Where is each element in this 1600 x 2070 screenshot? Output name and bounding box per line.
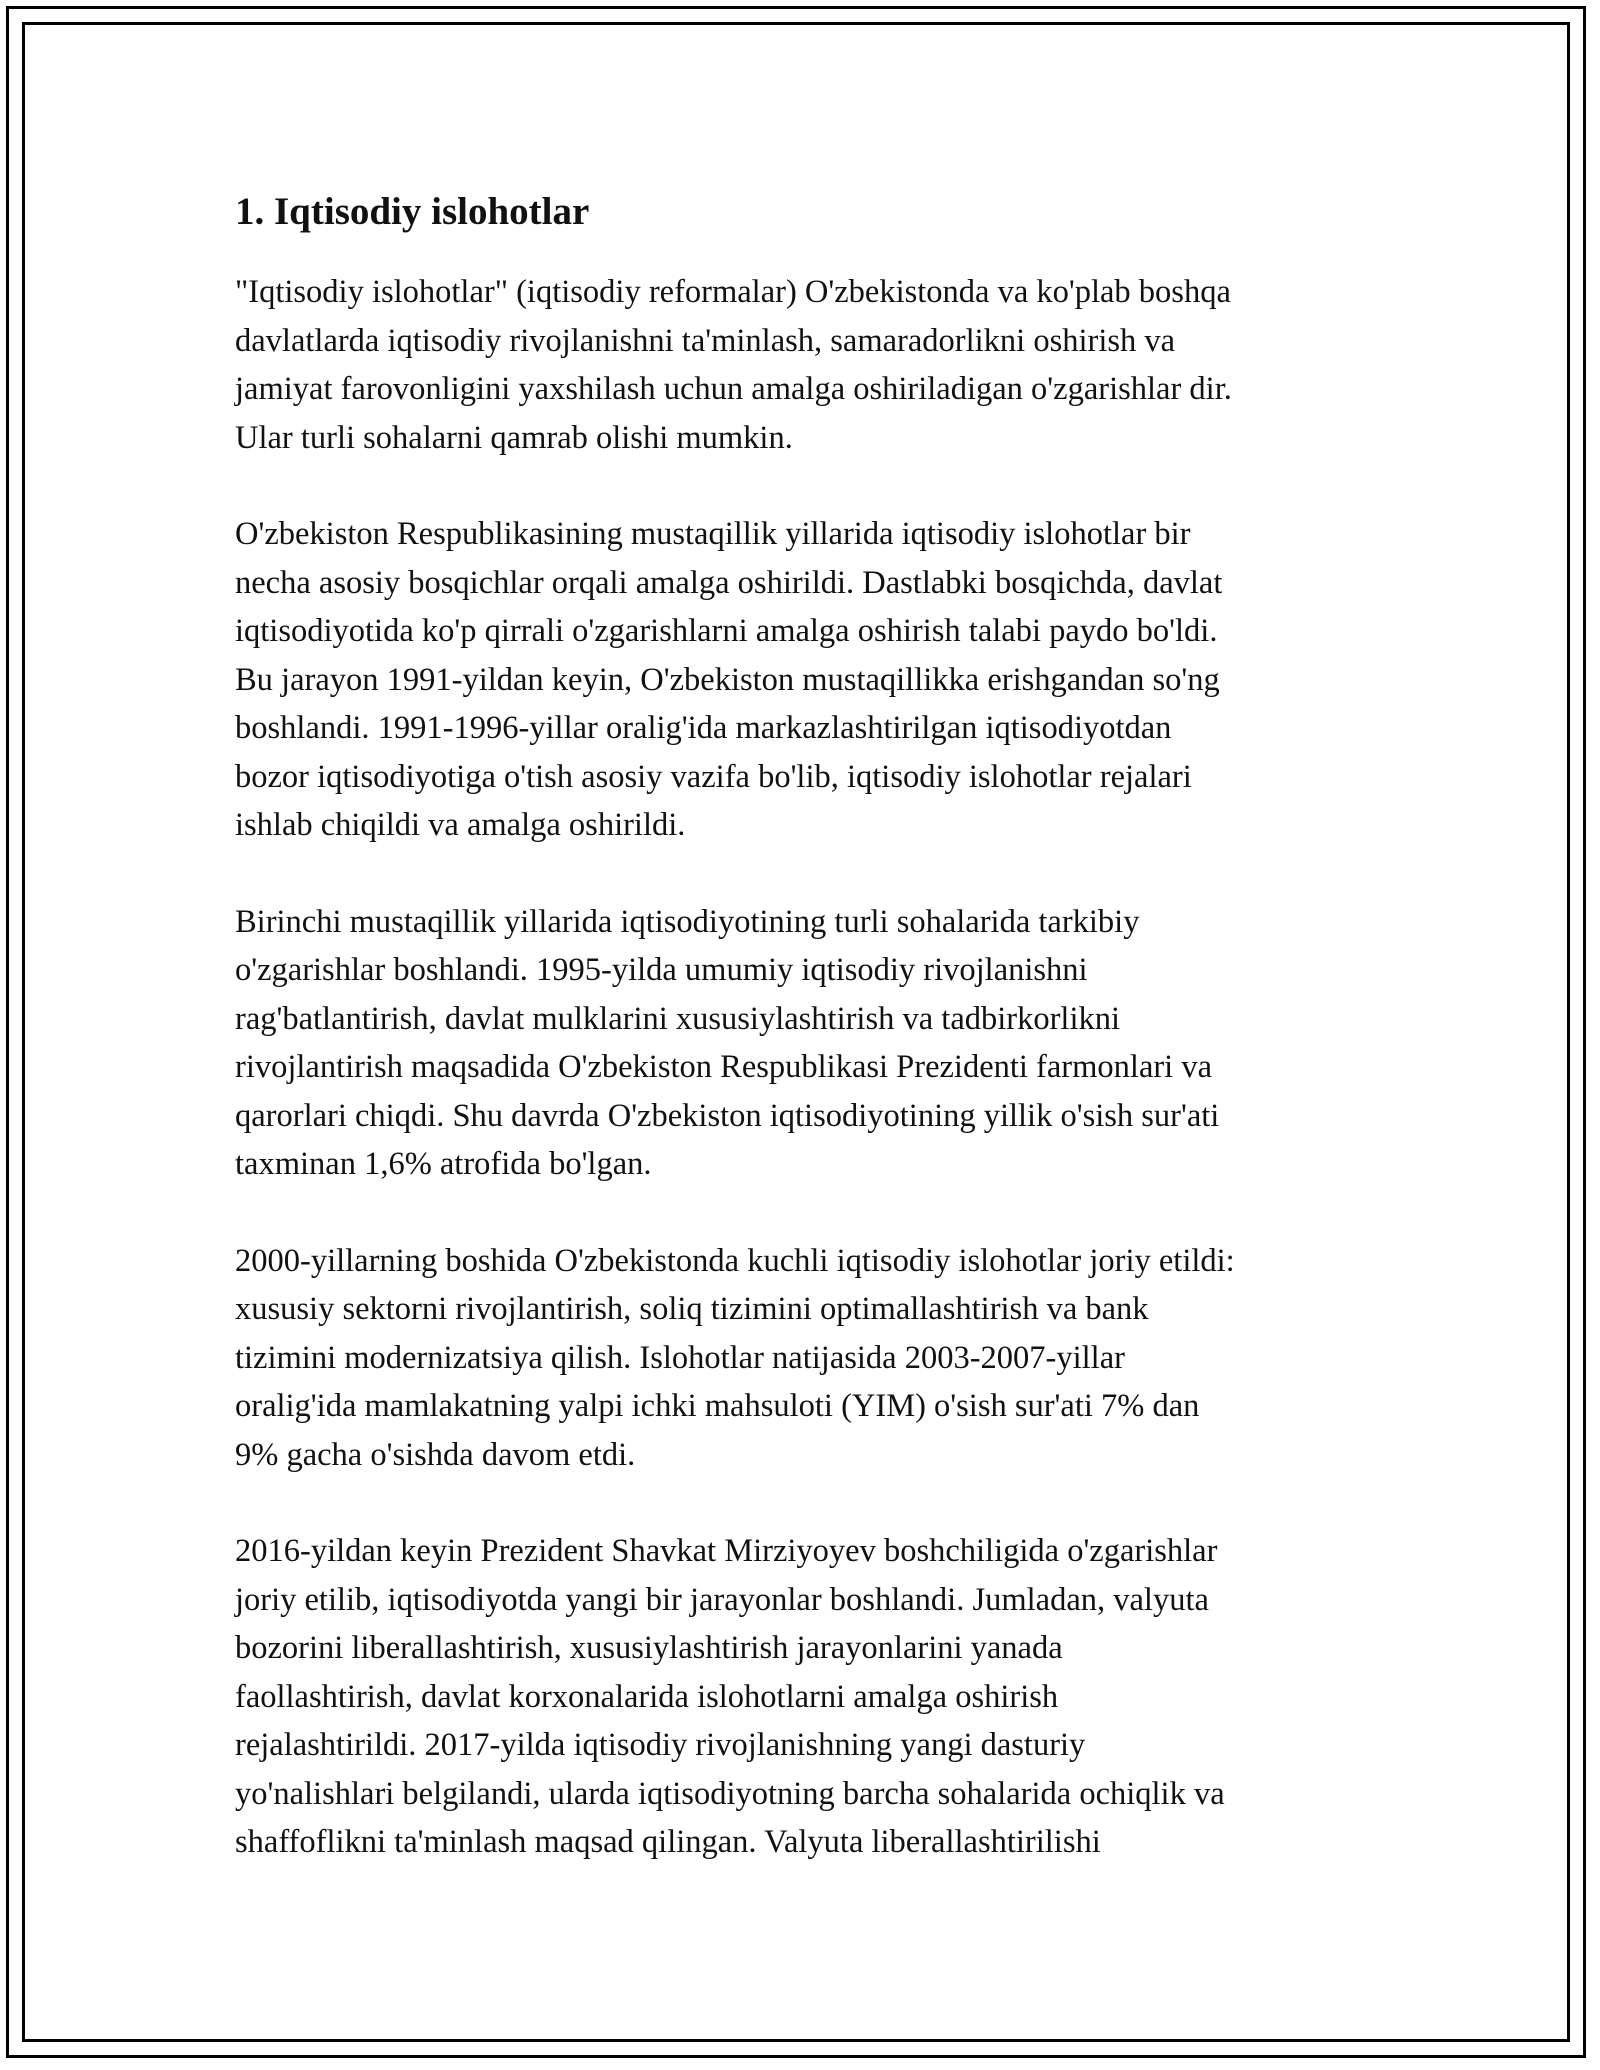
paragraph-2: O'zbekiston Respublikasining mustaqillik yillarida iqtisodiy islohotlar bir necha asosiy bosqichlar orqali amalga oshirildi. Dastlabki bosqichda, davlat iqtisodiyotida ko'p qirrali o'zgarishlarni amalga oshirish talabi paydo bo'ldi. Bu jarayon 1991-yildan keyin, O'zbekiston mustaqillikka erishgandan so'ng boshlandi. 1991-1996-yillar oralig'ida markazlashtirilgan iqtisodiyotdan bozor iqtisodiyotiga o'tish asosiy vazifa bo'lib, iqtisodiy islohotlar rejalari ishlab chiqildi va amalga oshirildi. <box>235 516 1223 843</box>
section-heading: 1. Iqtisodiy islohotlar <box>235 190 590 233</box>
paragraph-3: Birinchi mustaqillik yillarida iqtisodiyotining turli sohalarida tarkibiy o'zgarishlar boshlandi. 1995-yilda umumiy iqtisodiy rivojlanishni rag'batlantirish, davlat mulklarini xususiylashtirish va tadbirkorlikni rivojlantirish maqsadida O'zbekiston Respublikasi Prezidenti farmonlari va qarorlari chiqdi. Shu davrda O'zbekiston iqtisodiyotining yillik o'sish sur'ati taxminan 1,6% atrofida bo'lgan. <box>235 903 1220 1182</box>
paragraph-1: "Iqtisodiy islohotlar" (iqtisodiy reformalar) O'zbekistonda va ko'plab boshqa davlatlarda iqtisodiy rivojlanishni ta'minlash, samaradorlikni oshirish va jamiyat farovonligini yaxshilash uchun amalga oshiriladigan o'zgarishlar dir. Ular turli sohalarni qamrab olishi mumkin. <box>235 274 1232 456</box>
paragraph-5: 2016-yildan keyin Prezident Shavkat Mirziyoyev boshchiligida o'zgarishlar joriy etilib, iqtisodiyotda yangi bir jarayonlar boshlandi. Jumladan, valyuta bozorini liberallashtirish, xususiylashtirish jarayonlarini yanada faollashtirish, davlat korxonalarida islohotlarni amalga oshirish rejalashtirildi. 2017-yilda iqtisodiy rivojlanishning yangi dasturiy yo'nalishlari belgilandi, ularda iqtisodiyotning barcha sohalarida ochiqlik va shaffoflikni ta'minlash maqsad qilingan. Valyuta liberallashtirilishi <box>235 1533 1225 1860</box>
document-content <box>235 184 1385 1915</box>
paragraph-4: 2000-yillarning boshida O'zbekistonda kuchli iqtisodiy islohotlar joriy etildi: xususiy sektorni rivojlantirish, soliq tizimini optimallashtirish va bank tizimini modernizatsiya qilish. Islohotlar natijasida 2003-2007-yillar oralig'ida mamlakatning yalpi ichki mahsuloti (YIM) o'sish sur'ati 7% dan 9% gacha o'sishda davom etdi. <box>235 1242 1235 1473</box>
